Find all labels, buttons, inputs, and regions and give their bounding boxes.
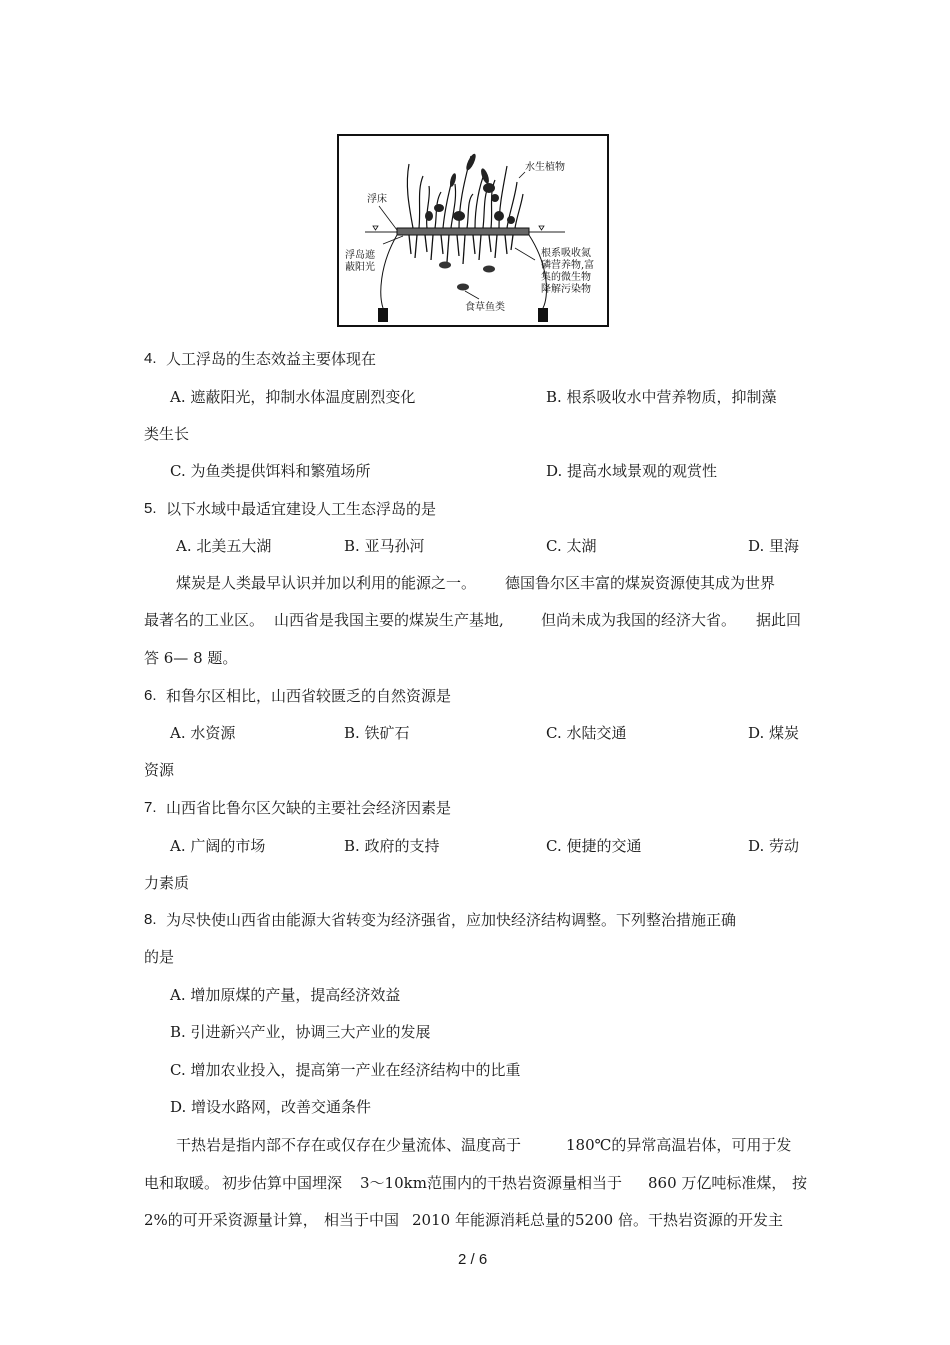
- fish-shapes: [439, 262, 495, 291]
- passage1-line1-a: 煤炭是人类最早认识并加以利用的能源之一。: [176, 574, 477, 592]
- passage2-line3-a: 2%的可开采资源量计算，: [144, 1211, 318, 1229]
- q4-option-d: D. 提高水域景观的观赏性: [546, 462, 718, 480]
- passage1-line2-c: 但尚未成为我国的经济大省。: [541, 611, 737, 629]
- q4-stem: 人工浮岛的生态效益主要体现在: [166, 350, 377, 368]
- floating-island-diagram: [337, 134, 609, 327]
- label-roots-3: 集的微生物: [541, 272, 591, 283]
- label-fish: 食草鱼类: [465, 302, 505, 313]
- label-roots-2: 磷营养物,富: [541, 260, 595, 271]
- q8-number: 8.: [144, 911, 157, 928]
- label-floating-bed: 浮床: [367, 194, 387, 205]
- floating-island-illustration: [339, 136, 607, 325]
- q6-number: 6.: [144, 687, 157, 704]
- passage2-line2-e: 按: [792, 1174, 808, 1192]
- anchor-left: [378, 308, 388, 322]
- q6-stem: 和鲁尔区相比，山西省较匮乏的自然资源是: [166, 687, 452, 705]
- q5-option-c: C. 太湖: [546, 537, 597, 555]
- passage2-line1-a: 干热岩是指内部不存在或仅存在少量流体、温度高于: [176, 1136, 522, 1154]
- q6-option-d-cont: 资源: [144, 761, 175, 779]
- q7-stem: 山西省比鲁尔区欠缺的主要社会经济因素是: [166, 799, 452, 817]
- q6-option-a: A. 水资源: [170, 724, 236, 742]
- q4-option-a: A. 遮蔽阳光，抑制水体温度剧烈变化: [170, 388, 416, 406]
- q7-option-c: C. 便捷的交通: [546, 837, 642, 855]
- q4-option-b: B. 根系吸收水中营养物质，抑制藻: [546, 388, 777, 406]
- passage2-line3-c: 2010 年能源消耗总量的: [412, 1211, 575, 1229]
- passage1-line1-b: 德国鲁尔区丰富的煤炭资源使其成为世界: [505, 574, 776, 592]
- anchor-right: [538, 308, 548, 322]
- passage1-line2-d: 据此回: [756, 611, 802, 629]
- q8-option-c: C. 增加农业投入，提高第一产业在经济结构中的比重: [170, 1061, 521, 1079]
- q6-option-b: B. 铁矿石: [344, 724, 410, 742]
- q6-option-c: C. 水陆交通: [546, 724, 627, 742]
- q7-option-a: A. 广阔的市场: [170, 837, 266, 855]
- q5-number: 5.: [144, 500, 157, 517]
- passage2-line2-c: 3～10km范围内的干热岩资源量相当于: [360, 1174, 622, 1192]
- q5-option-b: B. 亚马孙河: [344, 537, 425, 555]
- label-aquatic-plants: 水生植物: [525, 162, 565, 173]
- label-island-shade-2: 蔽阳光: [345, 262, 375, 273]
- q7-number: 7.: [144, 799, 157, 816]
- passage2-line2-d: 860 万亿吨标准煤，: [648, 1174, 787, 1192]
- q5-option-a: A. 北美五大湖: [176, 537, 272, 555]
- q6-option-d: D. 煤炭: [748, 724, 800, 742]
- label-roots-4: 降解污染物: [541, 284, 591, 295]
- q4-option-c: C. 为鱼类提供饵料和繁殖场所: [170, 462, 371, 480]
- passage2-line3-d: 5200 倍。干热岩资源的开发主: [575, 1211, 783, 1229]
- q4-option-b-cont: 类生长: [144, 425, 190, 443]
- q7-option-b: B. 政府的支持: [344, 837, 440, 855]
- passage1-line2-b: 山西省是我国主要的煤炭生产基地,: [274, 611, 504, 629]
- q5-option-d: D. 里海: [748, 537, 800, 555]
- passage2-line1-b: 180℃的异常高温岩体，可用于发: [566, 1136, 792, 1154]
- label-island-shade-1: 浮岛遮: [345, 250, 375, 261]
- passage1-line3: 答 6— 8 题。: [144, 649, 238, 667]
- page-number: 2 / 6: [458, 1251, 488, 1268]
- q8-option-a: A. 增加原煤的产量，提高经济效益: [170, 986, 401, 1004]
- passage1-line2-a: 最著名的工业区。: [144, 611, 265, 629]
- label-roots-1: 根系吸收氮: [541, 248, 591, 259]
- q8-stem: 为尽快使山西省由能源大省转变为经济强省，应加快经济结构调整。下列整治措施正确: [166, 911, 737, 929]
- passage2-line3-b: 相当于中国: [324, 1211, 400, 1229]
- q8-stem-cont: 的是: [144, 948, 175, 966]
- q8-option-b: B. 引进新兴产业，协调三大产业的发展: [170, 1023, 431, 1041]
- q7-option-d-cont: 力素质: [144, 874, 190, 892]
- passage2-line2-b: 初步估算中国埋深: [222, 1174, 343, 1192]
- passage2-line2-a: 电和取暖。: [144, 1174, 220, 1192]
- q8-option-d: D. 增设水路网，改善交通条件: [170, 1098, 372, 1116]
- floating-bed-shape: [397, 228, 529, 235]
- q5-stem: 以下水域中最适宜建设人工生态浮岛的是: [166, 500, 437, 518]
- q7-option-d: D. 劳动: [748, 837, 800, 855]
- q4-number: 4.: [144, 350, 157, 367]
